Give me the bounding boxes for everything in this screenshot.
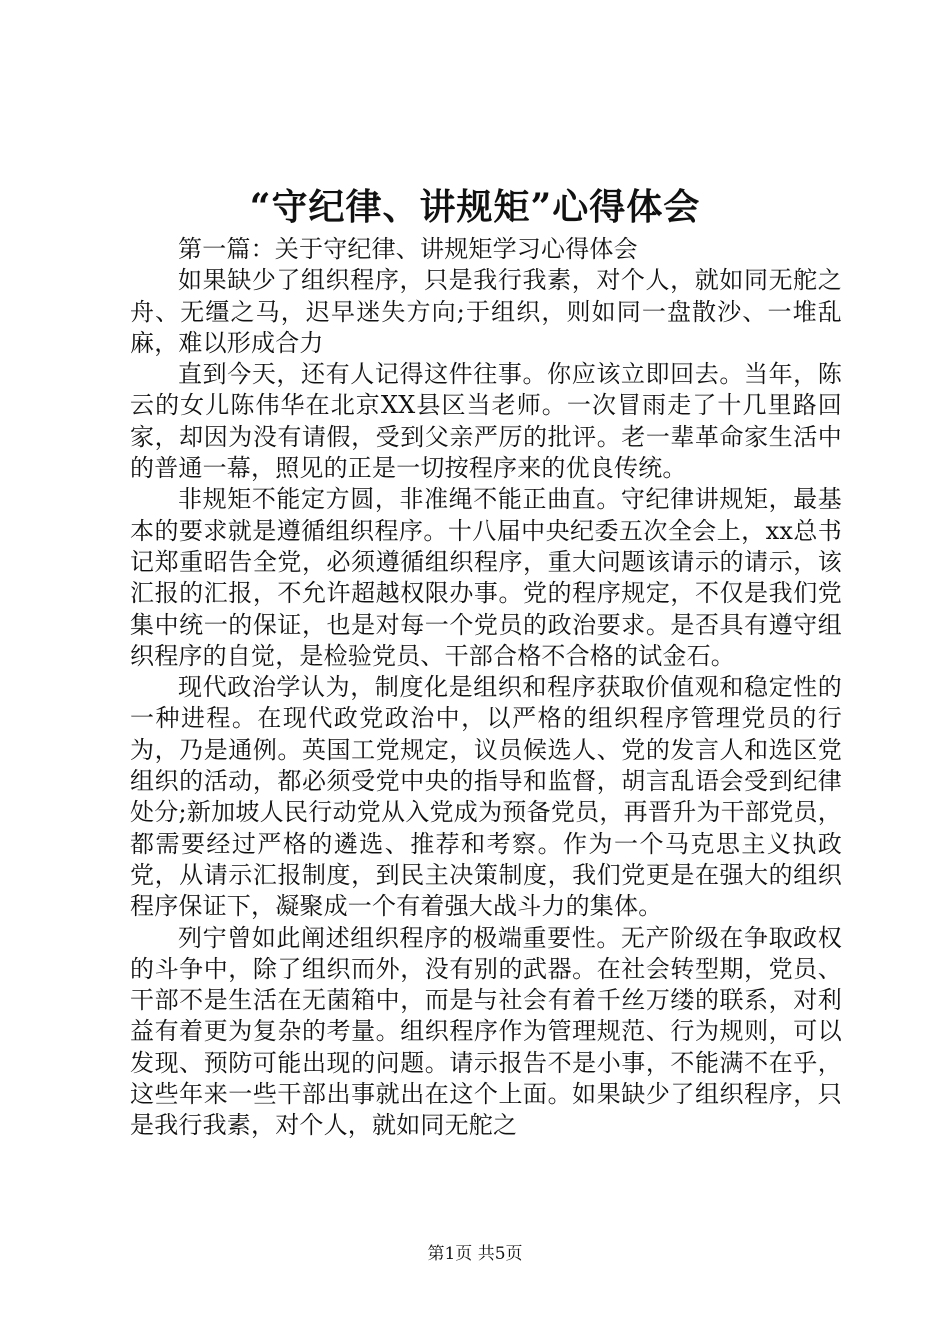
paragraph-heading: 第一篇：关于守纪律、讲规矩学习心得体会 <box>178 235 638 263</box>
paragraph: 列宁曾如此阐述组织程序的极端重要性。无产阶级在争取政权的斗争中，除了组织而外，没有别的武器。在社会转型期，党员、干部不是生活在无菌箱中，而是与社会有着千丝万缕的联系，对利益有着更为复杂的考量。组织程序作为管理规范、行为规则，可以发现、预防可能出现的问题。请示报告不是小事，不能满不在乎，这些年来一些干部出事就出在这个上面。如果缺少了组织程序，只是我行我素，对个人，就如同无舵之 <box>130 923 842 1140</box>
paragraph: 直到今天，还有人记得这件往事。你应该立即回去。当年，陈云的女儿陈伟华在北京XX县区当老师。一次冒雨走了十几里路回家，却因为没有请假，受到父亲严厉的批评。老一辈革命家生活中的普通一幕，照见的正是一切按程序来的优良传统。 <box>130 360 842 483</box>
paragraph: 如果缺少了组织程序，只是我行我素，对个人，就如同无舵之舟、无缰之马，迟早迷失方向;于组织，则如同一盘散沙、一堆乱麻，难以形成合力 <box>130 266 842 357</box>
document-body <box>130 234 842 1142</box>
document-title: “守纪律、讲规矩”心得体会 <box>249 186 701 228</box>
page-number-footer: 第1页 共5页 <box>427 1244 523 1264</box>
paragraph: 非规矩不能定方圆，非准绳不能正曲直。守纪律讲规矩，最基本的要求就是遵循组织程序。十八届中央纪委五次全会上，xx总书记郑重昭告全党，必须遵循组织程序，重大问题该请示的请示，该汇报的汇报，不允许超越权限办事。党的程序规定，不仅是我们党集中统一的保证，也是对每一个党员的政治要求。是否具有遵守组织程序的自觉，是检验党员、干部合格不合格的试金石。 <box>130 485 842 670</box>
paragraph: 现代政治学认为，制度化是组织和程序获取价值观和稳定性的一种进程。在现代政党政治中，以严格的组织程序管理党员的行为，乃是通例。英国工党规定，议员候选人、党的发言人和选区党组织的活动，都必须受党中央的指导和监督，胡言乱语会受到纪律处分;新加坡人民行动党从入党成为预备党员，再晋升为干部党员，都需要经过严格的遴选、推荐和考察。作为一个马克思主义执政党，从请示汇报制度，到民主决策制度，我们党更是在强大的组织程序保证下，凝聚成一个有着强大战斗力的集体。 <box>130 673 842 921</box>
